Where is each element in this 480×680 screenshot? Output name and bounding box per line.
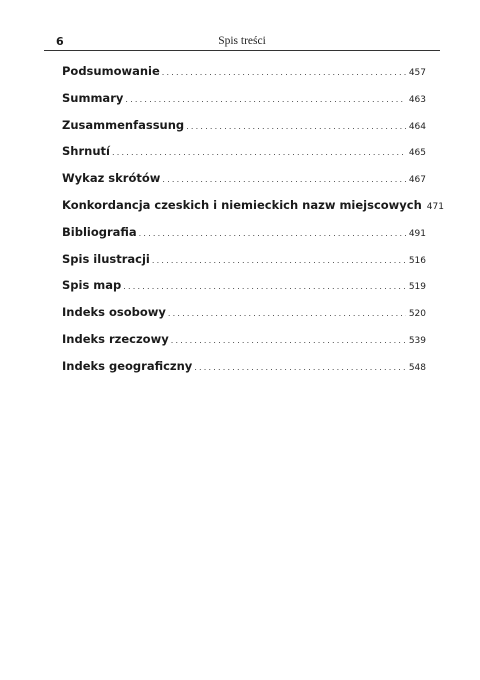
toc-entry-page: 457 [408,68,426,78]
toc-entry-page: 467 [408,175,426,186]
toc-entry[interactable] [62,250,426,277]
dot-leader [139,225,406,243]
toc-entry-page: 516 [408,255,426,266]
toc-entry-title: Spis ilustracji [62,251,150,266]
toc-entry-page: 465 [408,148,426,159]
running-header [44,34,440,50]
dot-leader [123,278,406,296]
dot-leader [194,359,406,377]
dot-leader [168,305,406,323]
toc-entry-title: Indeks geograficzny [62,358,193,373]
toc-entry-title: Spis map [62,278,122,293]
dot-leader [171,332,406,350]
toc-entry-title: Indeks osobowy [62,305,166,320]
toc-entry[interactable] [62,196,444,223]
toc-entry[interactable] [62,89,426,116]
toc-entry[interactable] [62,142,426,169]
toc-entry-title: Bibliografia [62,224,137,239]
toc-entry[interactable] [62,330,426,357]
toc-entry[interactable] [62,62,426,89]
dot-leader [125,91,405,109]
toc-entry[interactable] [62,169,426,196]
toc-entry-page: 519 [408,282,426,293]
toc-entry[interactable] [62,357,426,384]
toc-entry-page: 471 [426,201,444,212]
toc-entry[interactable] [62,276,426,303]
toc-entry-page: 463 [408,94,426,105]
toc-entry-title: Podsumowanie [62,64,160,78]
toc-entry[interactable] [62,116,426,143]
dot-leader [186,118,406,136]
toc-entry-page: 491 [408,228,426,239]
toc-entry-page: 539 [408,335,426,346]
dot-leader [162,64,406,82]
toc-entry-title: Wykaz skrótów [62,171,161,186]
page-number: 6 [56,35,64,48]
toc-entry-page: 464 [408,121,426,132]
toc-entry[interactable] [62,223,426,250]
running-title: Spis treści [218,35,266,47]
toc-entry-page: 548 [408,362,426,373]
toc-entry-page: 520 [408,309,426,320]
dot-leader [152,252,406,270]
toc-entry-title: Summary [62,90,124,105]
toc-entry-title: Shrnutí [62,144,110,159]
toc-entry-title: Zusammenfassung [62,117,185,132]
table-of-contents [62,62,444,384]
header-rule [44,50,440,51]
dot-leader [112,144,406,162]
toc-entry[interactable] [62,303,426,330]
dot-leader [162,171,405,189]
toc-entry-title: Indeks rzeczowy [62,331,169,346]
toc-entry-title: Konkordancja czeskich i niemieckich nazw miejscowych [62,197,422,212]
